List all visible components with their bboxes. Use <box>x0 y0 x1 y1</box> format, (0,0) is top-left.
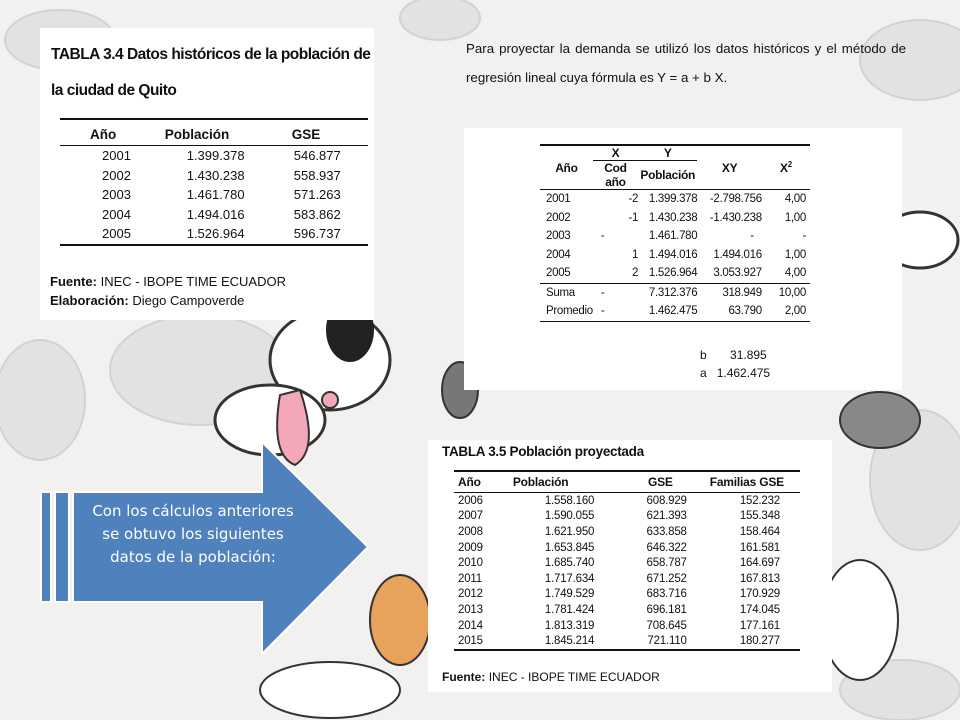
table-row: 2001 1.399.378 546.877 <box>102 148 341 164</box>
table-row: 2012 1.749.529 683.716 170.929 <box>458 588 780 601</box>
projected-population-table <box>454 470 800 651</box>
table-35-title: TABLA 3.5 Población proyectada <box>442 444 644 459</box>
table-row: 2009 1.653.845 646.322 161.581 <box>458 541 780 554</box>
table-row: 2011 1.717.634 671.252 167.813 <box>458 572 780 585</box>
reg-header-cod: Cod año <box>604 161 627 189</box>
table-row: 2003 1.461.780 571.263 <box>102 187 341 203</box>
table-row: 2015 1.845.214 721.110 180.277 <box>454 633 800 650</box>
col-header-year: Año <box>90 127 117 142</box>
table-row: 2004 1 1.494.016 1.494.016 1,00 <box>546 248 806 261</box>
table-row: 2005 2 1.526.964 3.053.927 4,00 <box>540 264 810 283</box>
reg-header-year: Año <box>540 145 593 190</box>
col-header-gse: GSE <box>291 127 321 142</box>
table-row: 2013 1.781.424 696.181 174.045 <box>458 603 780 616</box>
table-row: 2002 -1 1.430.238 -1.430.238 1,00 <box>546 211 806 224</box>
table-row: 2007 1.590.055 621.393 155.348 <box>458 510 780 523</box>
table-row: 2005 1.526.964 596.737 <box>60 224 368 245</box>
callout-stripe-1 <box>41 492 51 602</box>
callout-text: Con los cálculos anteriores se obtuvo los siguientes datos de la población: <box>92 502 294 566</box>
regression-coefficients: b 31.895 a 1.462.475 <box>700 348 771 380</box>
table-row: 2008 1.621.950 633.858 158.464 <box>458 525 780 538</box>
col-header-population: Población <box>512 475 569 489</box>
table-row: 2004 1.494.016 583.862 <box>102 206 341 222</box>
col-header-gse: GSE <box>647 475 673 489</box>
regression-table-panel <box>464 128 902 390</box>
col-header-population: Población <box>164 127 230 142</box>
reg-header-pob: Población <box>640 168 696 182</box>
table-row: 2001 -2 1.399.378 -2.798.756 4,00 <box>546 193 806 206</box>
historical-population-table-panel <box>40 28 374 320</box>
callout-stripe-2 <box>55 492 69 602</box>
table-row: 2014 1.813.319 708.645 177.161 <box>458 619 780 632</box>
table-row-sum: Suma - 7.312.376 318.949 10,00 <box>546 286 806 299</box>
table-35-source: Fuente: INEC - IBOPE TIME ECUADOR <box>442 670 660 684</box>
col-header-year: Año <box>458 475 481 489</box>
table-row: 2003 - 1.461.780 - - <box>546 230 806 243</box>
reg-header-x2: $X^2$ <box>762 145 810 190</box>
projected-population-table-panel <box>428 440 832 692</box>
table-34-title: TABLA 3.4 Datos históricos de la población de la ciudad de Quito <box>51 46 371 99</box>
table-row-average: Promedio - 1.462.475 63.790 2,00 <box>540 302 810 321</box>
reg-header-x: X <box>593 145 638 161</box>
historical-population-table <box>60 118 368 246</box>
table-row: 2002 1.430.238 558.937 <box>102 167 341 183</box>
table-row: 2010 1.685.740 658.787 164.697 <box>458 557 780 570</box>
table-row: 2006 1.558.160 608.929 152.232 <box>458 494 780 507</box>
col-header-families-gse: Familias GSE <box>709 475 784 489</box>
reg-header-y: Y <box>638 145 697 161</box>
reg-header-xy: XY <box>697 145 761 190</box>
regression-table <box>540 144 810 322</box>
regression-intro-text: Para proyectar la demanda se utilizó los datos históricos y el método de regresión lineal cuya fórmula es Y = a + b X. <box>466 41 906 85</box>
table-34-source: Fuente: INEC - IBOPE TIME ECUADOR Elaboración: Diego Campoverde <box>50 274 286 308</box>
